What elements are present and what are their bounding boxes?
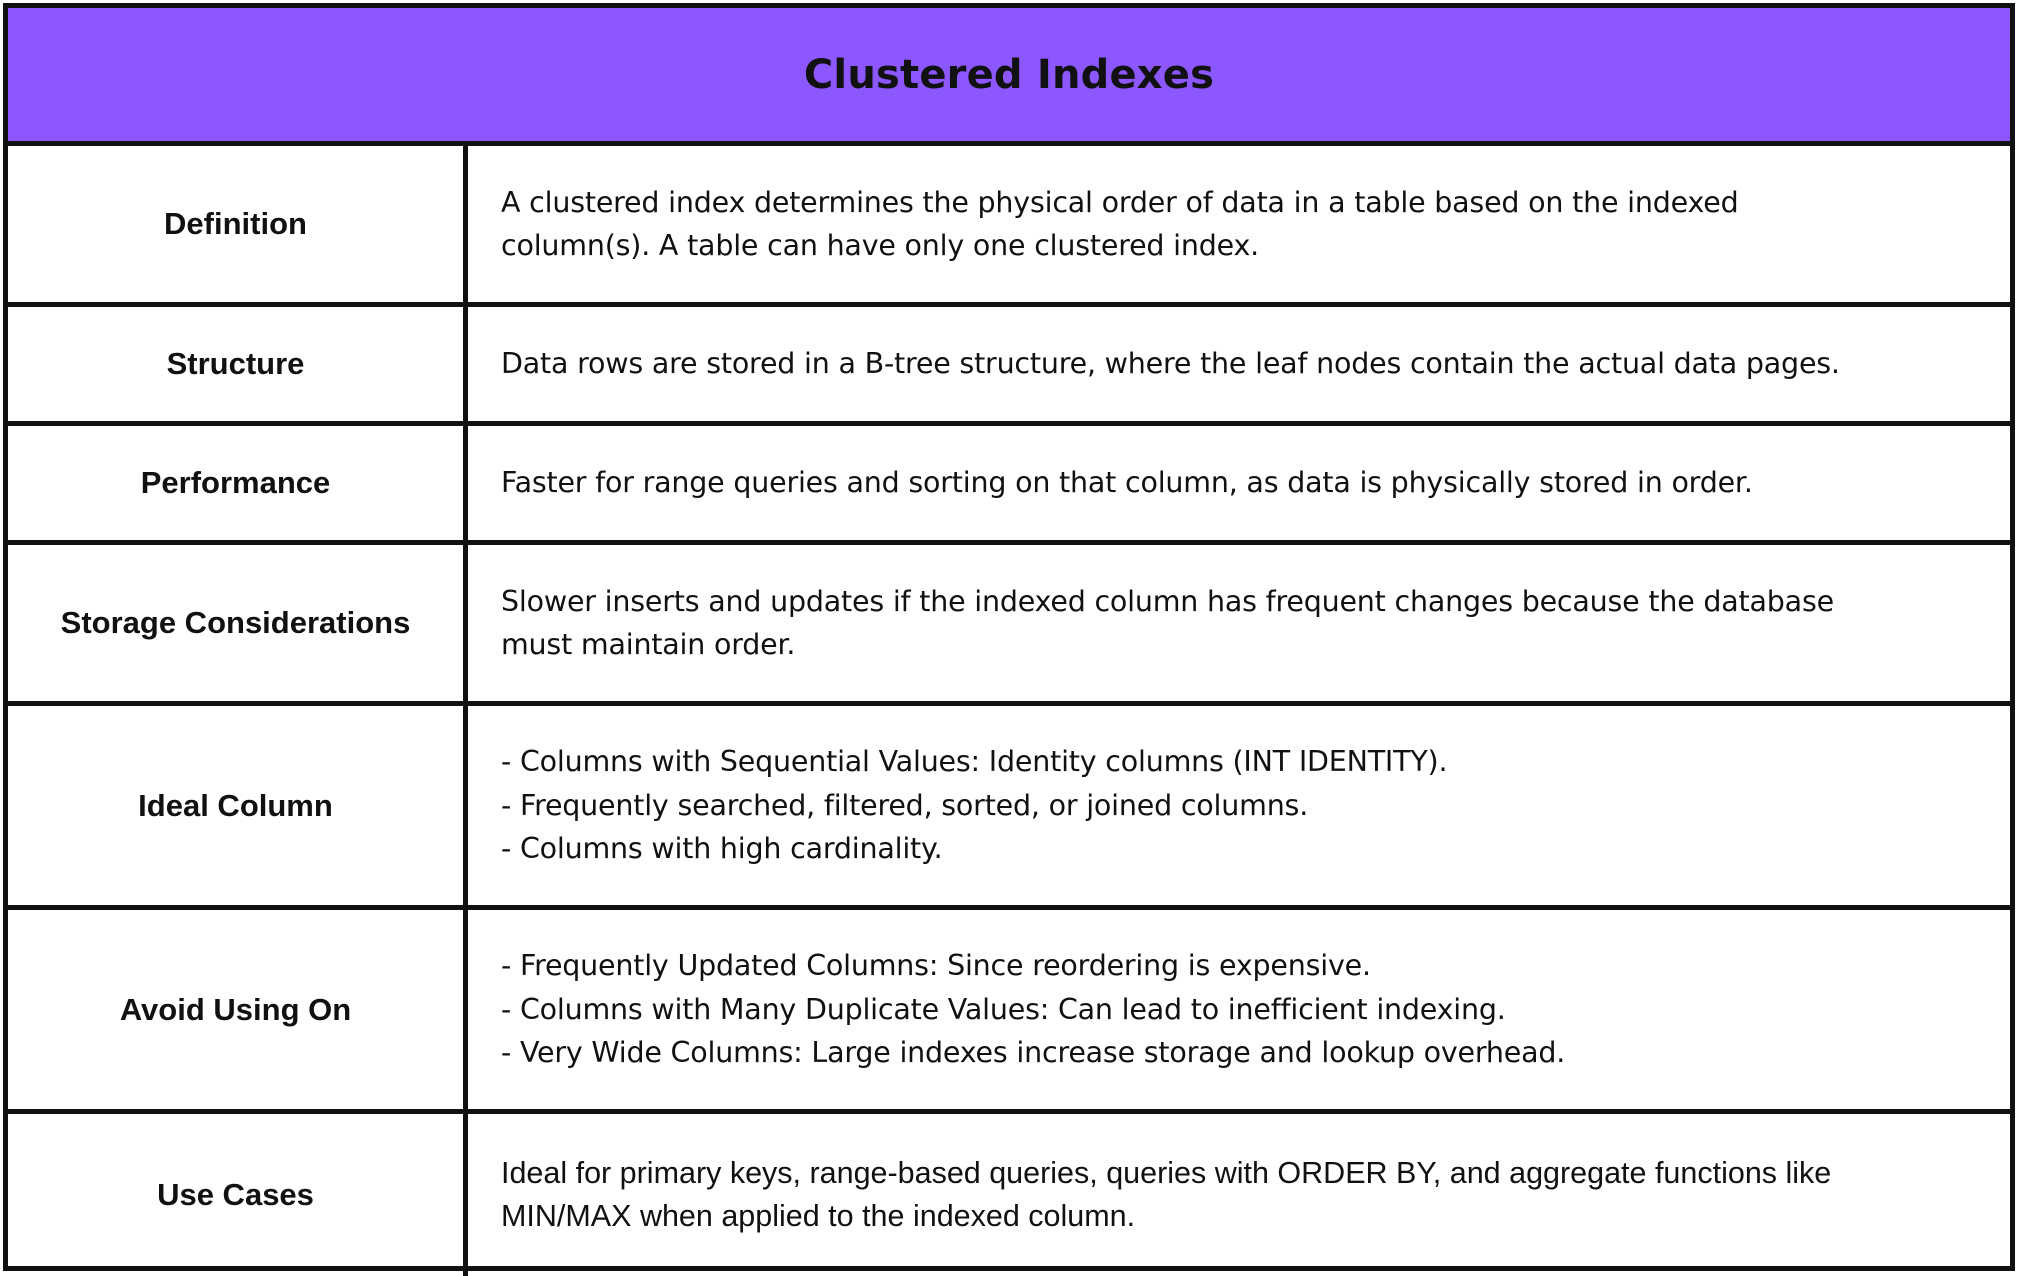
row-value-line: - Columns with Many Duplicate Values: Can lead to inefficient indexing.	[501, 992, 1506, 1026]
row-label: Definition	[164, 206, 307, 241]
row-value-line: - Frequently Updated Columns: Since reordering is expensive.	[501, 949, 1371, 983]
row-value-line: - Frequently searched, filtered, sorted, or joined columns.	[501, 788, 1309, 822]
row-value-cell	[468, 910, 2010, 1109]
row-label-cell	[8, 146, 468, 302]
row-value	[501, 944, 1565, 1075]
row-label-cell	[8, 1114, 468, 1276]
table-row-definition	[8, 146, 2010, 307]
row-label-cell	[8, 307, 468, 421]
row-value-line: Slower inserts and updates if the indexed column has frequent changes because the database	[501, 584, 1834, 618]
row-value-cell	[468, 706, 2010, 905]
row-label: Storage Considerations	[60, 605, 411, 640]
row-label: Structure	[166, 346, 305, 381]
row-value	[501, 461, 1753, 505]
table-body	[8, 146, 2010, 1276]
row-value-cell	[468, 1114, 2010, 1276]
table-row-avoid-using-on	[8, 910, 2010, 1114]
row-label-cell	[8, 545, 468, 701]
row-value-line: - Columns with Sequential Values: Identity columns (INT IDENTITY).	[501, 745, 1448, 779]
row-value-cell	[468, 426, 2010, 540]
row-value	[501, 740, 1447, 871]
row-label-cell	[8, 706, 468, 905]
row-label: Avoid Using On	[119, 991, 352, 1027]
row-label: Performance	[140, 465, 331, 500]
row-value	[501, 1152, 1831, 1239]
row-value	[501, 342, 1840, 386]
row-label-cell	[8, 426, 468, 540]
table-row-use-cases	[8, 1114, 2010, 1276]
row-value-cell	[468, 545, 2010, 701]
table-row-storage-considerations	[8, 545, 2010, 706]
row-value-line: MIN/MAX when applied to the indexed column.	[501, 1199, 1136, 1233]
row-value-cell	[468, 146, 2010, 302]
comparison-table	[3, 3, 2015, 1271]
row-value-line: A clustered index determines the physical order of data in a table based on the indexed	[501, 185, 1739, 219]
row-value-line: - Very Wide Columns: Large indexes increase storage and lookup overhead.	[501, 1036, 1566, 1070]
row-value-line: must maintain order.	[501, 628, 796, 661]
row-value	[501, 181, 1738, 268]
row-label: Ideal Column	[138, 787, 333, 823]
table-row-structure	[8, 307, 2010, 426]
table-title: Clustered Indexes	[803, 51, 1215, 98]
row-label: Use Cases	[157, 1177, 314, 1212]
row-value-line: Data rows are stored in a B-tree structure, where the leaf nodes contain the actual data pages.	[501, 347, 1840, 381]
table-row-ideal-column	[8, 706, 2010, 910]
row-value-line: column(s). A table can have only one clustered index.	[501, 229, 1260, 262]
table-header	[8, 8, 2010, 146]
row-label-cell	[8, 910, 468, 1109]
row-value-line: - Columns with high cardinality.	[501, 832, 943, 866]
row-value-cell	[468, 307, 2010, 421]
row-value-line: Faster for range queries and sorting on that column, as data is physically stored in order.	[501, 466, 1753, 500]
row-value-line: Ideal for primary keys, range-based queries, queries with ORDER BY, and aggregate functions like	[501, 1155, 1832, 1190]
row-value	[501, 580, 1834, 667]
table-row-performance	[8, 426, 2010, 545]
